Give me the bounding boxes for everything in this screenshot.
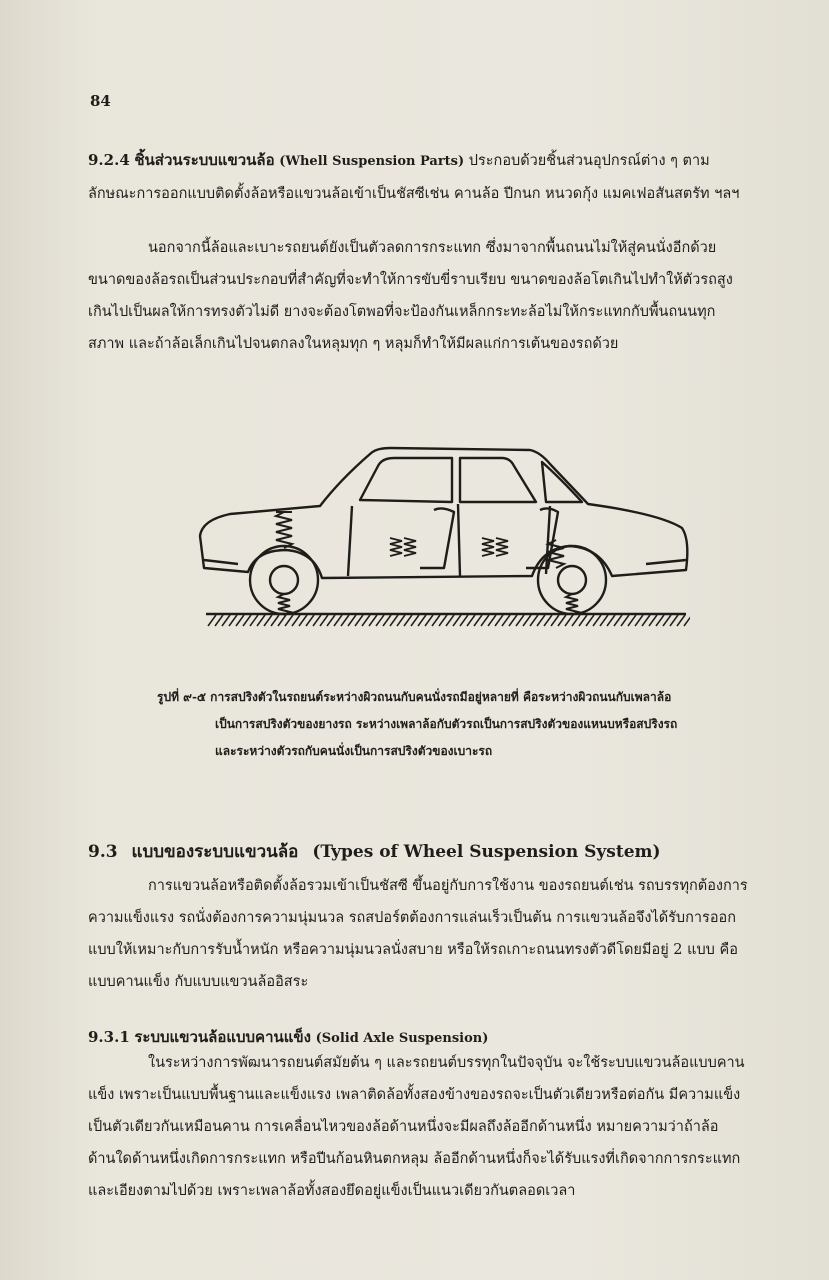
ground-hatch-line [320,615,328,626]
paragraph-line: แข็ง เพราะเป็นแบบพื้นฐานและแข็งแรง เพลาติดล้อทั้งสองข้างของรถจะเป็นตัวเดียวหรือต่อกัน มีความแข็ง [88,1087,741,1103]
paragraph-line: การแขวนล้อหรือติดตั้งล้อรวมเข้าเป็นชัสซี ขึ้นอยู่กับการใช้งาน ของรถยนต์เช่น รถบรรทุกต้องการ [148,878,748,894]
figure-caption [157,684,797,765]
caption-line: เป็นการสปริงตัวของยางรถ ระหว่างเพลาล้อกับตัวรถเป็นการสปริงตัวของแหนบหรือสปริงรถ [215,717,678,731]
ground-hatch-line [642,615,650,626]
ground-hatch-line [362,615,370,626]
rear-bumper [646,560,686,564]
ground-hatch-line [572,615,580,626]
ground-hatch-line [516,615,524,626]
paragraph-line: นอกจากนี้ล้อและเบาะรถยนต์ยังเป็นตัวลดการกระแทก ซึ่งมาจากพื้นถนนไม่ให้สู่คนนั่งอีกด้วย [148,240,717,256]
ground-hatch-line [292,615,300,626]
ground-hatch-line [215,615,223,626]
section-text-line: ลักษณะการออกแบบติดตั้งล้อหรือแขวนล้อเข้าเป็นชัสซีเช่น คานล้อ ปีกนก หนวดกุ้ง แมคเฟอสันสตรัท ฯลฯ [88,186,740,202]
ground-hatch-line [621,615,629,626]
ground-hatch-line [544,615,552,626]
ground-hatch-line [684,615,690,626]
ground-hatch-line [376,615,384,626]
ground-hatch-line [551,615,559,626]
section-number: 9.3 [88,842,118,862]
section-9-3-body [88,870,788,998]
ground-hatch-line [432,615,440,626]
paragraph-line: ในระหว่างการพัฒนารถยนต์สมัยต้น ๆ และรถยนต์บรรทุกในปัจจุบัน จะใช้ระบบแขวนล้อแบบคาน [148,1055,745,1071]
paragraph-line: ความแข็งแรง รถนั่งต้องการความนุ่มนวล รถสปอร์ตต้องการแล่นเร็วเป็นต้น การแขวนล้อจึงได้รับการออก [88,910,737,926]
ground-hatch-line [502,615,510,626]
section-9-3-1-body [88,1047,788,1207]
ground-hatch-line [586,615,594,626]
ground-hatch-line [663,615,671,626]
car-body-outline [200,448,687,578]
ground-hatch-line [313,615,321,626]
ground-hatch-line [565,615,573,626]
ground-hatch-line [628,615,636,626]
ground-hatch-line [670,615,678,626]
ground-hatch-line [656,615,664,626]
section-title-english: (Whell Suspension Parts) [279,154,465,169]
ground-hatch-line [439,615,447,626]
ground-hatch-line [390,615,398,626]
caption-line: และระหว่างตัวรถกับคนนั่งเป็นการสปริงตัวของเบาะรถ [215,744,493,758]
paragraph-line: สภาพ และถ้าล้อเล็กเกินไปจนตกลงในหลุมทุก ๆ หลุมก็ทำให้มีผลแก่การเต้นของรถด้วย [88,336,619,352]
ground-hatch-line [299,615,307,626]
section-number: 9.3.1 [88,1028,130,1046]
rear-window [460,458,536,502]
front-bumper [204,560,238,564]
section-title-english: (Types of Wheel Suspension System) [312,842,661,862]
ground-hatch-line [467,615,475,626]
ground-hatch-line [460,615,468,626]
ground-hatch-line [236,615,244,626]
paragraph-line: แบบคานแข็ง กับแบบแขวนล้ออิสระ [88,974,309,990]
section-9-3-heading [88,838,669,865]
ground-hatch-line [355,615,363,626]
section-title-thai: ระบบแขวนล้อแบบคานแข็ง [134,1028,311,1046]
ground-hatch-line [579,615,587,626]
ground-hatch-line [411,615,419,626]
ground-hatch-line [488,615,496,626]
paragraph-line: ขนาดของล้อรถเป็นส่วนประกอบที่สำคัญที่จะทำให้การขับขี่ราบเรียบ ขนาดของล้อโตเกินไปทำให้ตัวรถสูง [88,272,733,288]
section-number: 9.2.4 [88,151,130,169]
ground-hatch-line [327,615,335,626]
caption-line: รูปที่ ๙-๕ การสปริงตัวในรถยนต์ระหว่างผิวถนนกับคนนั่งรถมีอยู่หลายที่ คือระหว่างผิวถนนกับเพลาล้อ [157,690,672,704]
ground-hatch-line [264,615,272,626]
ground-hatch-line [677,615,685,626]
ground-hatch-line [222,615,230,626]
ground-hatch-line [348,615,356,626]
ground-hatch-line [397,615,405,626]
ground-hatch-line [208,615,216,626]
ground-hatch-line [278,615,286,626]
quarter-window [542,462,582,502]
paragraph-line: และเอียงตามไปด้วย เพราะเพลาล้อทั้งสองยึดอยู่แข็งเป็นแนวเดียวกันตลอดเวลา [88,1183,576,1199]
ground-hatch-lines [208,615,690,626]
ground-hatch-line [425,615,433,626]
ground-hatch-line [495,615,503,626]
ground-hatch-line [593,615,601,626]
ground-hatch-line [306,615,314,626]
ground-hatch-line [558,615,566,626]
front-seat-back [420,508,454,568]
paragraph-shock-absorption [88,232,788,360]
tire-springs [278,594,578,615]
ground-hatch-line [509,615,517,626]
ground-hatch-line [537,615,545,626]
car-suspension-figure [190,440,690,636]
ground-hatch-line [383,615,391,626]
ground-hatch-line [614,615,622,626]
ground-hatch-line [369,615,377,626]
ground-hatch-line [243,615,251,626]
ground-hatch-line [229,615,237,626]
paragraph-line: แบบให้เหมาะกับการรับน้ำหนัก หรือความนุ่มนวลนั่งสบาย หรือให้รถเกาะถนนทรงตัวดีโดยมีอยู่ 2 แบบ คือ [88,942,738,958]
ground-hatch-line [523,615,531,626]
ground-hatch-line [600,615,608,626]
ground-hatch-line [635,615,643,626]
ground-hatch-line [404,615,412,626]
page-number: 84 [90,92,111,110]
ground-hatch-line [474,615,482,626]
suspension-springs [276,512,564,568]
wheels [250,546,606,614]
ground-hatch-line [649,615,657,626]
section-title-english: (Solid Axle Suspension) [315,1031,489,1046]
ground-hatch-line [334,615,342,626]
section-9-2-4 [88,144,788,210]
section-title-thai: แบบของระบบแขวนล้อ [131,842,299,862]
section-9-2-4-line1 [88,144,788,178]
ground-hatch-line [607,615,615,626]
paragraph-line: เกินไปเป็นผลให้การทรงตัวไม่ดี ยางจะต้องโตพอที่จะป้องกันเหล็กกระทะล้อไม่ให้กระแทกกับพื้นถนนทุก [88,304,716,320]
paragraph-line: ด้านใดด้านหนึ่งเกิดการกระแทก หรือปีนก้อนหินตกหลุม ล้ออีกด้านหนึ่งก็จะได้รับแรงที่เกิดจากการกระแทก [88,1151,741,1167]
ground-hatch-line [418,615,426,626]
section-text: ประกอบด้วยชิ้นส่วนอุปกรณ์ต่าง ๆ ตาม [468,153,710,169]
ground-hatch-line [257,615,265,626]
section-title-thai: ชิ้นส่วนระบบแขวนล้อ [134,151,275,169]
ground-hatch-line [250,615,258,626]
ground-hatch-line [285,615,293,626]
ground-hatch-line [271,615,279,626]
ground-hatch-line [446,615,454,626]
front-window [360,458,452,502]
ground-hatch-line [341,615,349,626]
ground-hatch-line [453,615,461,626]
ground-hatch-line [481,615,489,626]
paragraph-line: เป็นตัวเดียวกันเหมือนคาน การเคลื่อนไหวของล้อด้านหนึ่งจะมีผลถึงล้ออีกด้านหนึ่ง หมายความว่าถ้าล้อ [88,1119,719,1135]
ground-hatch-line [530,615,538,626]
